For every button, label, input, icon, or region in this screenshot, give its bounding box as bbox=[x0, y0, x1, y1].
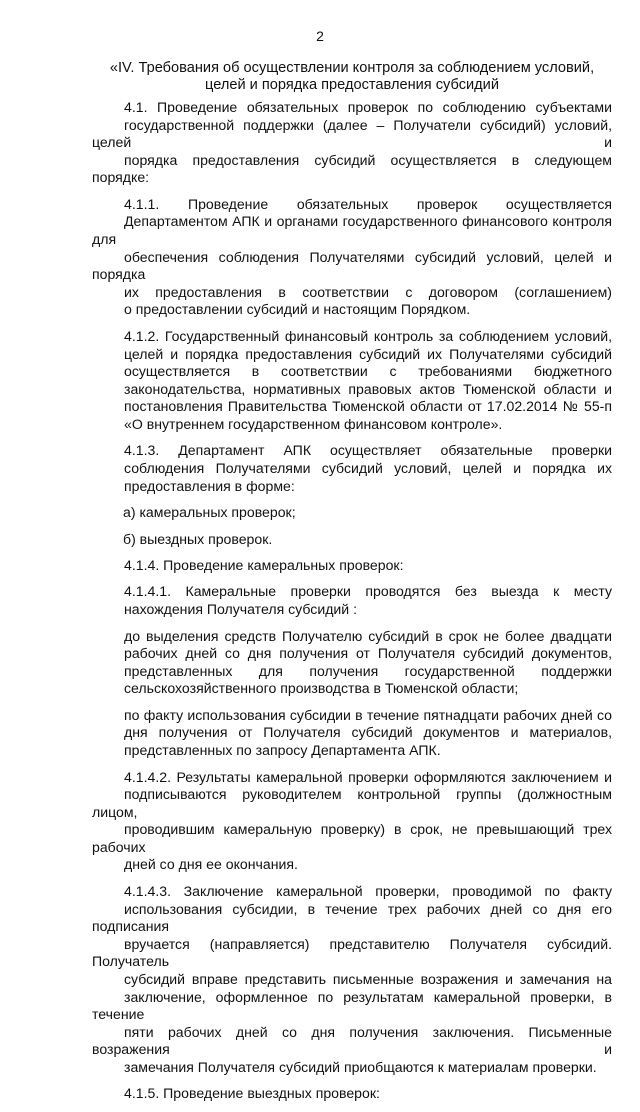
text-line: 4.1.3. Департамент АПК осуществляет обязательные проверки bbox=[124, 442, 612, 459]
text-line: осуществляется в соответствии с требованиями бюджетного bbox=[124, 363, 612, 380]
text-line: предоставления в форме: bbox=[124, 477, 295, 494]
text-line: 4.1. Проведение обязательных проверок по соблюдению субъектами bbox=[124, 99, 612, 115]
text-line: 4.1.2. Государственный финансовый контроль за соблюдением условий, bbox=[124, 327, 612, 344]
paragraph-4-1-5 bbox=[92, 1085, 612, 1103]
paragraph-4-1-1 bbox=[92, 196, 612, 319]
text-line: Департаментом АПК и органами государственного финансового контроля для bbox=[92, 213, 612, 248]
text-line: государственной поддержки (далее – Получатели субсидий) условий, целей и bbox=[92, 116, 612, 151]
paragraph-4-1-2 bbox=[92, 328, 612, 434]
text-line: б) выездных проверок. bbox=[123, 530, 273, 547]
text-line: вручается (направляется) представителю Получателя субсидий. Получатель bbox=[92, 935, 612, 970]
paragraph-before-allocation bbox=[92, 628, 612, 698]
text-line: обеспечения соблюдения Получателями субсидий условий, целей и порядка bbox=[92, 248, 612, 283]
text-line: нахождения Получателя субсидий : bbox=[124, 601, 358, 618]
paragraph-after-use bbox=[92, 707, 612, 760]
text-line: 4.1.4.2. Результаты камеральной проверки оформляются заключением и bbox=[124, 768, 612, 785]
text-line: законодательства, нормативных правовых актов Тюменской области и bbox=[124, 380, 612, 397]
list-item-b bbox=[92, 531, 612, 549]
text-line: до выделения средств Получателю субсидий в срок не более двадцати bbox=[124, 627, 612, 644]
text-line: дня получения от Получателя субсидий документов и материалов, bbox=[124, 724, 612, 741]
text-line: пяти рабочих дней со дня получения заключения. Письменные возражения и bbox=[92, 1023, 612, 1058]
paragraph-4-1-4-2 bbox=[92, 769, 612, 875]
page-number: 2 bbox=[316, 28, 324, 44]
section-heading-line: целей и порядка предоставления субсидий bbox=[205, 77, 499, 93]
text-line: проводившим камеральную проверку) в срок, не превышающий трех рабочих bbox=[92, 821, 612, 855]
text-line: заключение, оформленное по результатам камеральной проверки, в течение bbox=[92, 988, 612, 1023]
text-line: сельскохозяйственного производства в Тюменской области; bbox=[124, 680, 519, 697]
text-line: постановления Правительства Тюменской области от 17.02.2014 № 55-п bbox=[124, 398, 612, 415]
text-line: замечания Получателя субсидий приобщаются к материалам проверки. bbox=[124, 1058, 597, 1075]
paragraph-4-1-4-3 bbox=[92, 883, 612, 1077]
text-line: их предоставления в соответствии с договором (соглашением) bbox=[124, 283, 612, 300]
text-line: 4.1.5. Проведение выездных проверок: bbox=[124, 1085, 380, 1102]
text-line: порядка предоставления субсидий осуществляется в следующем порядке: bbox=[92, 151, 612, 186]
paragraph-4-1-3 bbox=[92, 442, 612, 495]
section-heading-line: «IV. Требования об осуществлении контроля за соблюдением условий, bbox=[109, 60, 595, 76]
text-line: целей и порядка предоставления субсидий их Получателями субсидий bbox=[124, 345, 612, 362]
text-line: 4.1.1. Проведение обязательных проверок осуществляется bbox=[124, 195, 612, 212]
text-line: дней со дня ее окончания. bbox=[124, 856, 298, 873]
text-line: представленных для получения государственной поддержки bbox=[124, 662, 612, 679]
text-line: соблюдения Получателями субсидий условий, целей и порядка их bbox=[124, 459, 612, 476]
text-line: о предоставлении субсидий и настоящим Порядком. bbox=[124, 301, 471, 318]
text-line: «О внутреннем государственном финансовом контроле». bbox=[124, 415, 503, 432]
text-line: 4.1.4.3. Заключение камеральной проверки, проводимой по факту bbox=[124, 882, 612, 899]
text-line: по факту использования субсидии в течение пятнадцати рабочих дней со bbox=[124, 706, 612, 723]
paragraph-4-1-4 bbox=[92, 557, 612, 575]
text-line: субсидий вправе представить письменные возражения и замечания на bbox=[124, 970, 612, 987]
text-line: 4.1.4. Проведение камеральных проверок: bbox=[124, 557, 404, 573]
text-line: рабочих дней со дня получения от Получателя субсидий документов, bbox=[124, 645, 612, 662]
document-body bbox=[92, 99, 612, 1112]
text-line: а) камеральных проверок; bbox=[123, 504, 296, 521]
text-line: 4.1.4.1. Камеральные проверки проводятся без выезда к месту bbox=[124, 583, 612, 600]
paragraph-4-1 bbox=[92, 99, 612, 187]
paragraph-4-1-4-1 bbox=[92, 583, 612, 618]
text-line: представленных по запросу Департамента АПК. bbox=[124, 742, 441, 759]
text-line: подписываются руководителем контрольной группы (должностным лицом, bbox=[92, 786, 612, 820]
list-item-a bbox=[92, 504, 612, 522]
section-heading bbox=[92, 60, 612, 94]
text-line: использования субсидии, в течение трех рабочих дней со дня его подписания bbox=[92, 900, 612, 935]
